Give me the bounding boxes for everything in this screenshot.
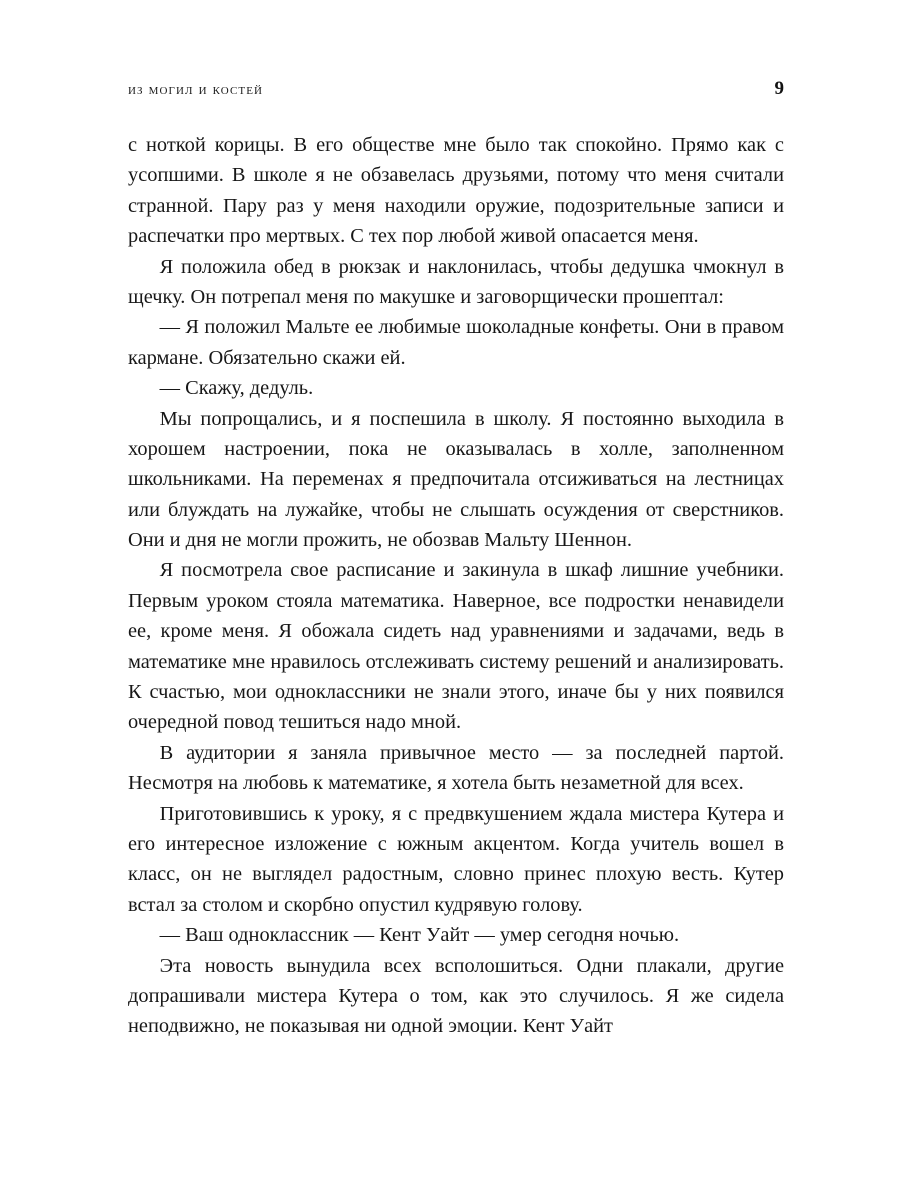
paragraph: Мы попрощались, и я поспешила в школу. Я постоянно выходила в хорошем настроении, пока не оказывалась в холле, заполненном школьниками. На переменах я предпочитала отсиживаться на лестницах или блуждать на лужайке, чтобы не слышать осуждения от сверстников. Они и дня не могли прожить, не обозвав Мальту Шеннон. [128,407,784,552]
paragraph: Я положила обед в рюкзак и наклонилась, чтобы дедушка чмокнул в щечку. Он потрепал меня по макушке и заговорщически прошептал: [128,255,784,308]
page-number: 9 [774,78,784,99]
paragraph: Я посмотрела свое расписание и закинула в шкаф лишние учебники. Первым уроком стояла математика. Наверное, все подростки ненавидели ее, кроме меня. Я обожала сидеть над уравнениями и задачами, ведь в математике мне нравилось отслеживать систему решений и анализировать. К счастью, мои одноклассники не знали этого, иначе бы у них появился очередной повод тешиться надо мной. [128,559,784,734]
paragraph: — Я положил Мальте ее любимые шоколадные конфеты. Они в правом кармане. Обязательно скажи ей. [128,316,784,369]
paragraph: В аудитории я заняла привычное место — за последней партой. Несмотря на любовь к математике, я хотела быть незаметной для всех. [128,741,784,795]
paragraph: — Скажу, дедуль. [159,377,314,400]
paragraph: с ноткой корицы. В его обществе мне было так спокойно. Прямо как с усопшими. В школе я не обзавелась друзьями, потому что меня считали странной. Пару раз у меня находили оружие, подозрительные записи и распечатки про мертвых. С тех пор любой живой опасается меня. [128,134,784,248]
paragraph: Приготовившись к уроку, я с предвкушением ждала мистера Кутера и его интересное изложение с южным акцентом. Когда учитель вошел в класс, он не выглядел радостным, словно принес плохую весть. Кутер встал за столом и скорбно опустил кудрявую голову. [128,802,784,916]
running-title: из могил и костей [128,81,264,98]
paragraph: — Ваш одноклассник — Кент Уайт — умер сегодня ночью. [159,924,680,947]
paragraph: Эта новость вынудила всех всполошиться. Одни плакали, другие допрашивали мистера Кутера о том, как это случилось. Я же сидела неподвижно, не показывая ни одной эмоции. Кент Уайт [128,954,784,1038]
body-text [128,130,784,1042]
running-head [128,78,784,100]
